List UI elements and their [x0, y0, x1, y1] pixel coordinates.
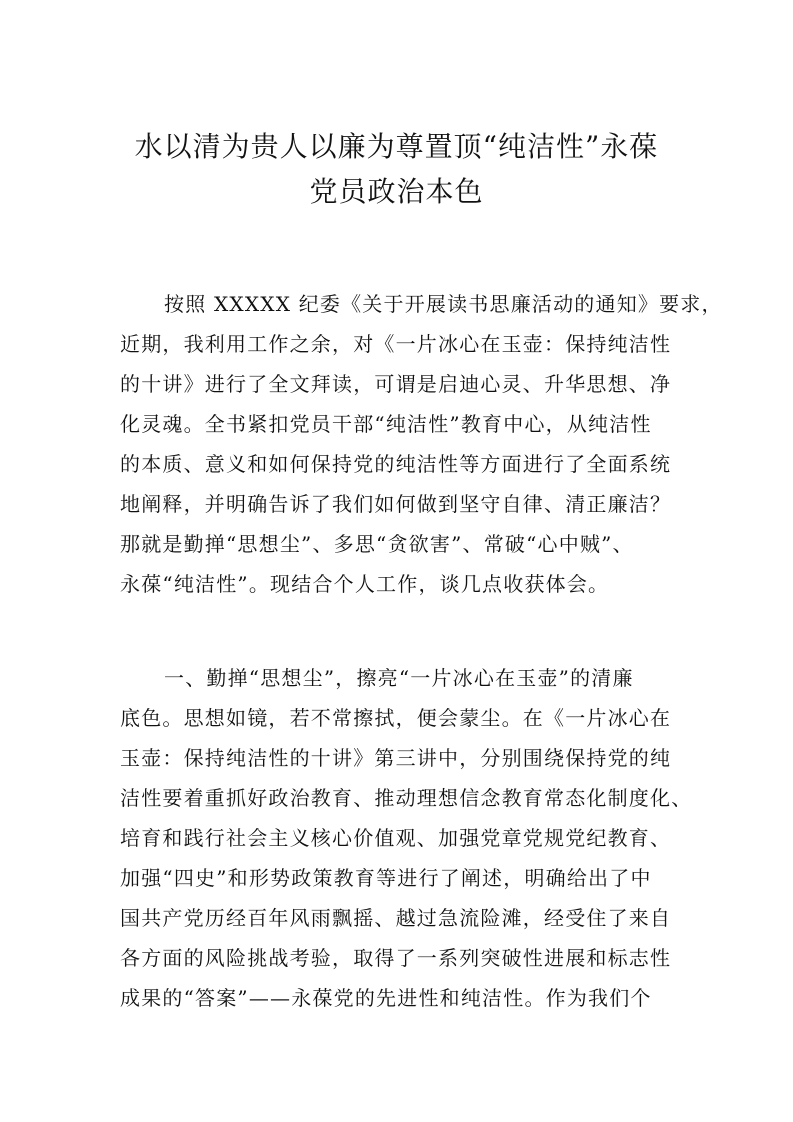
paragraph-line: 国共产党历经百年风雨飘摇、越过急流险滩，经受住了来自: [120, 906, 672, 930]
paragraph-line: 玉壶：保持纯洁性的十讲》第三讲中，分别围绕保持党的纯: [120, 746, 672, 770]
document-title-line-2: 党员政治本色: [309, 175, 484, 208]
paragraph-line: 的本质、意义和如何保持党的纯洁性等方面进行了全面系统: [120, 452, 672, 476]
paragraph-line: 地阐释，并明确告诉了我们如何做到坚守自律、清正廉洁？: [120, 492, 672, 516]
paragraph-line: 按照 XXXXX 纪委《关于开展读书思廉活动的通知》要求，: [164, 292, 723, 316]
paragraph-section-one: [120, 658, 700, 1018]
paragraph-line: 永葆“纯洁性”。现结合个人工作，谈几点收获体会。: [120, 572, 610, 596]
document-title-line-1: 水以清为贵人以廉为尊置顶“纯洁性”永葆: [134, 130, 659, 163]
paragraph-line: 洁性要着重抓好政治教育、推动理想信念教育常态化制度化、: [120, 786, 693, 810]
paragraph-line: 底色。思想如镜，若不常擦拭，便会蒙尘。在《一片冰心在: [120, 706, 672, 730]
paragraph-line: 近期，我利用工作之余，对《一片冰心在玉壶：保持纯洁性: [120, 332, 672, 356]
paragraph-intro: [120, 284, 723, 604]
paragraph-line: 加强“四史”和形势政策教育等进行了阐述，明确给出了中: [120, 866, 652, 890]
paragraph-line: 培育和践行社会主义核心价值观、加强党章党规党纪教育、: [120, 826, 672, 850]
paragraph-line: 化灵魂。全书紧扣党员干部“纯洁性”教育中心，从纯洁性: [120, 412, 652, 436]
paragraph-line: 各方面的风险挑战考验，取得了一系列突破性进展和标志性: [120, 946, 672, 970]
paragraph-line: 那就是勤掸“思想尘”、多思“贪欲害”、常破“心中贼”、: [120, 532, 634, 556]
paragraph-line: 的十讲》进行了全文拜读，可谓是启迪心灵、升华思想、净: [120, 372, 672, 396]
paragraph-line: 成果的“答案”——永葆党的先进性和纯洁性。作为我们个: [120, 986, 652, 1010]
paragraph-line: 一、勤掸“思想尘”，擦亮“一片冰心在玉壶”的清廉: [164, 666, 634, 690]
